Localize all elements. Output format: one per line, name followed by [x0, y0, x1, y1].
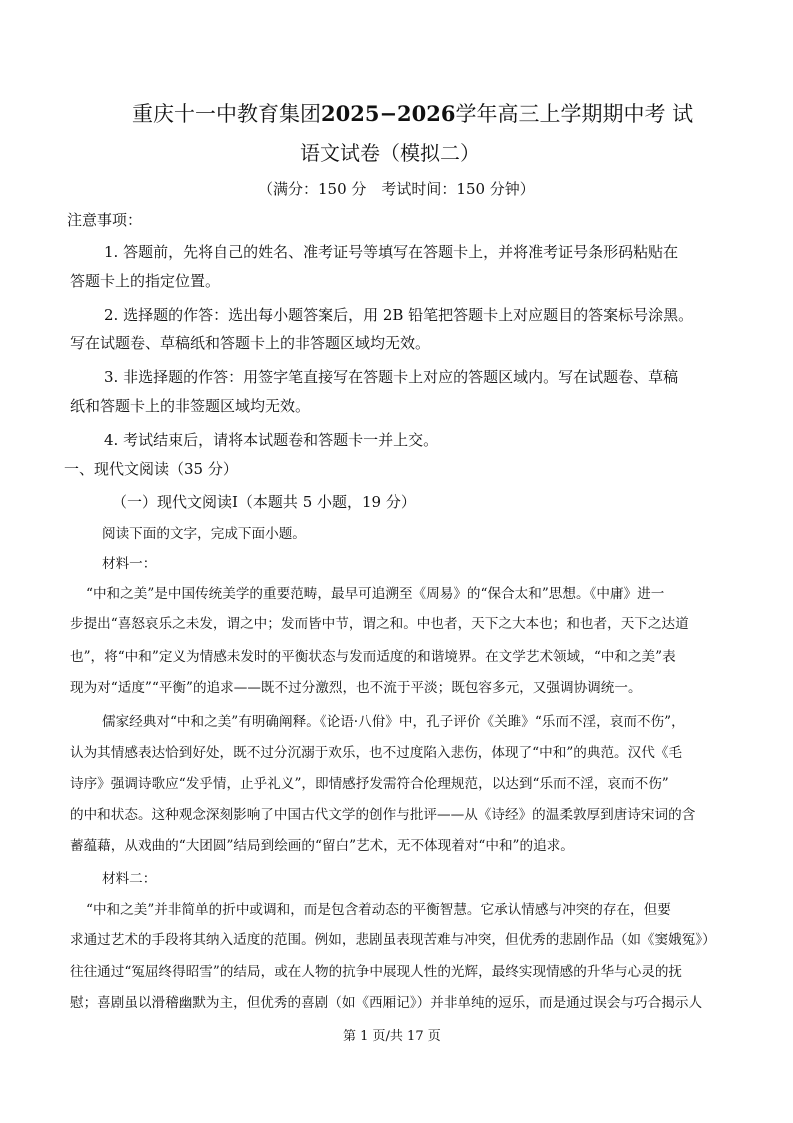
material-2-label: 材料二： — [102, 871, 157, 887]
material-2-line: “中和之美”并非简单的折中或调和，而是包含着动态的平衡智慧。它承认情感与冲突的存在，但要 — [86, 902, 671, 918]
notice-item-4: 4. 考试结束后，请将本试题卷和答题卡一并上交。 — [104, 431, 439, 449]
notice-item-1-line-1: 1. 答题前，先将自己的姓名、准考证号等填写在答题卡上，并将准考证号条形码粘贴在 — [104, 243, 679, 261]
reading-instruction: 阅读下面的文字，完成下面小题。 — [102, 526, 306, 542]
notice-item-3-line-2: 纸和答题卡上的非签题区域均无效。 — [70, 397, 311, 415]
material-1-line: 儒家经典对“中和之美”有明确阐释。《论语·八佾》中，孔子评价《关雎》“乐而不淫，哀而不伤”， — [102, 714, 685, 730]
notice-heading: 注意事项： — [67, 211, 143, 229]
page-number: 第 1 页/共 17 页 — [343, 1029, 441, 1044]
notice-item-3-line-1: 3. 非选择题的作答：用签字笔直接写在答题卡上对应的答题区域内。写在试题卷、草稿 — [104, 368, 679, 386]
material-1-line: 也”，将“中和”定义为情感未发时的平衡状态与发而适度的和谐境界。在文学艺术领域，“中和之美”表 — [70, 649, 676, 665]
material-1-label: 材料一： — [102, 556, 157, 572]
title-suffix: 学年高三上学期期中考 试 — [455, 102, 694, 126]
material-2-line: 慰；喜剧虽以滑稽幽默为主，但优秀的喜剧（如《西厢记》）并非单纯的逗乐，而是通过误会与巧合揭示人 — [70, 995, 703, 1011]
title-years: 2025−2026 — [321, 101, 456, 126]
material-1-line: 蓄蕴藉，从戏曲的“大团圆”结局到绘画的“留白”艺术，无不体现着对“中和”的追求。 — [70, 838, 574, 854]
material-1-line: 步提出“喜怒哀乐之未发，谓之中；发而皆中节，谓之和。中也者，天下之大本也；和也者，天下之达道 — [70, 616, 689, 632]
material-1-line: “中和之美”是中国传统美学的重要范畴，最早可追溯至《周易》的“保合太和”思想。《中庸》进一 — [86, 586, 665, 602]
material-1-line: 诗序》强调诗歌应“发乎情，止乎礼义”，即情感抒发需符合伦理规范，以达到“乐而不淫，哀而不伤” — [70, 776, 669, 792]
exam-info: （满分：150 分 考试时间：150 分钟） — [258, 180, 535, 198]
subsection-heading: （一）现代文阅读Ⅰ（本题共 5 小题，19 分） — [112, 493, 416, 511]
material-1-line: 认为其情感表达恰到好处，既不过分沉溺于欢乐，也不过度陷入悲伤，体现了“中和”的典范。汉代《毛 — [70, 745, 683, 761]
notice-item-2-line-2: 写在试题卷、草稿纸和答题卡上的非答题区域均无效。 — [70, 334, 431, 352]
title-prefix: 重庆十一中教育集团 — [132, 102, 321, 126]
section-heading: 一、现代文阅读（35 分） — [64, 460, 238, 478]
material-1-line: 现为对“适度”“平衡”的追求——既不过分激烈，也不流于平淡；既包容多元，又强调协调统一。 — [70, 680, 642, 696]
material-1-line: 的中和状态。这种观念深刻影响了中国古代文学的创作与批评——从《诗经》的温柔敦厚到唐诗宋词的含 — [70, 807, 696, 823]
notice-item-1-line-2: 答题卡上的指定位置。 — [70, 272, 221, 290]
material-2-line: 往往通过“冤屈终得昭雪”的结局，或在人物的抗争中展现人性的光辉，最终实现情感的升华与心灵的抚 — [70, 964, 683, 980]
notice-item-2-line-1: 2. 选择题的作答：选出每小题答案后，用 2B 铅笔把答题卡上对应题目的答案标号涂黑。 — [104, 306, 694, 324]
exam-title — [132, 98, 693, 128]
material-2-line: 求通过艺术的手段将其纳入适度的范围。例如，悲剧虽表现苦难与冲突，但优秀的悲剧作品（如《窦娥冤》） — [70, 932, 716, 948]
exam-subtitle: 语文试卷（模拟二） — [300, 141, 480, 165]
